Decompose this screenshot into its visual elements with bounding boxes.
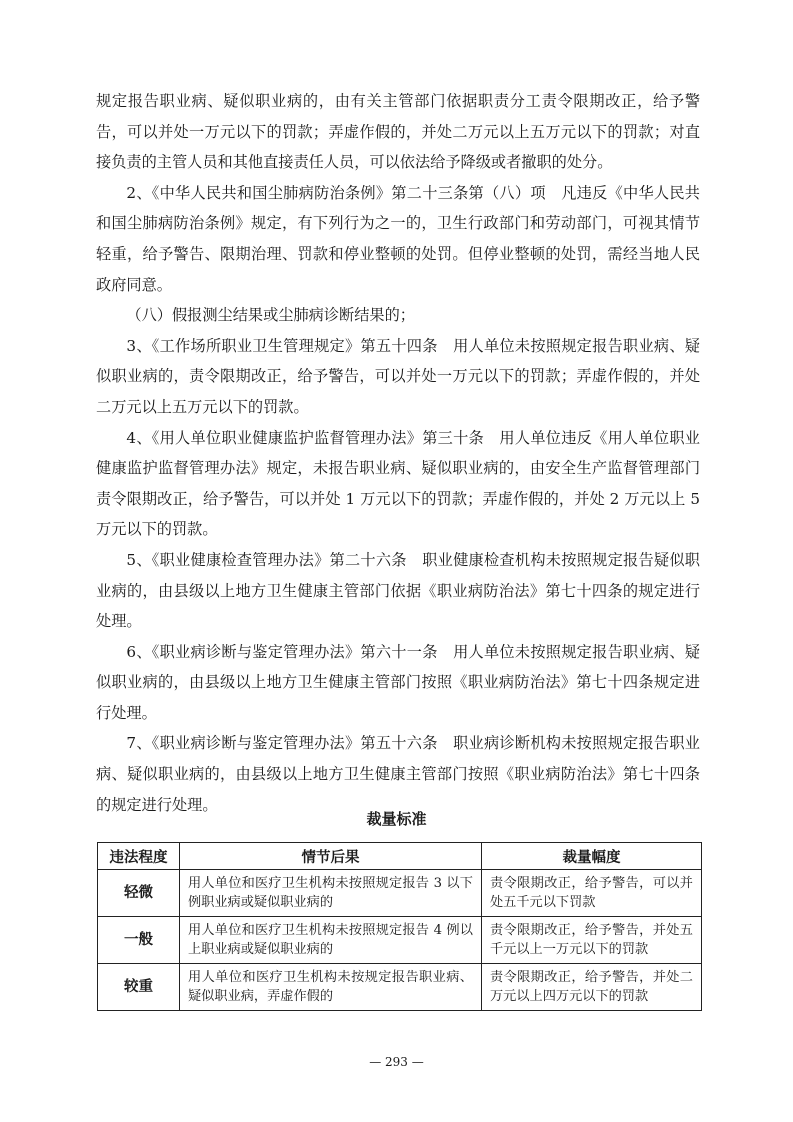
row-penalty: 责令限期改正，给予警告，可以并处五千元以下罚款	[482, 870, 702, 917]
paragraph-item-7: 7、《职业病诊断与鉴定管理办法》第五十六条 职业病诊断机构未按照规定报告职业病、疑似职业病的，由县级以上地方卫生健康主管部门按照《职业病防治法》第七十四条的规定进行处理。	[96, 734, 700, 814]
paragraph-subitem-8: （八）假报测尘结果或尘肺病诊断结果的；	[126, 306, 415, 325]
paragraph-item-4: 4、《用人单位职业健康监护监督管理办法》第三十条 用人单位违反《用人单位职业健康监护监督管理办法》规定，未报告职业病、疑似职业病的，由安全生产监督管理部门责令限期改正，给予警告，可以并处 1 万元以下的罚款；弄虚作假的，并处 2 万元以上 5 万元以下的罚款。	[96, 428, 700, 539]
paragraph-continuation: 规定报告职业病、疑似职业病的，由有关主管部门依据职责分工责令限期改正，给予警告，可以并处一万元以下的罚款；弄虚作假的，并处二万元以上五万元以下的罚款；对直接负责的主管人员和其他直接责任人员，可以依法给予降级或者撤职的处分。	[96, 92, 700, 172]
row-circumstance: 用人单位和医疗卫生机构未按照规定报告 4 例以上职业病或疑似职业病的	[180, 917, 482, 964]
paragraph-item-2: 2、《中华人民共和国尘肺病防治条例》第二十三条第（八）项 凡违反《中华人民共和国尘肺病防治条例》规定，有下列行为之一的，卫生行政部门和劳动部门，可视其情节轻重，给予警告、限期治理、罚款和停业整顿的处罚。但停业整顿的处罚，需经当地人民政府同意。	[96, 183, 700, 294]
page-number: — 293 —	[369, 1055, 424, 1069]
discretion-standard-table	[97, 842, 702, 1011]
paragraph-item-6: 6、《职业病诊断与鉴定管理办法》第六十一条 用人单位未按照规定报告职业病、疑似职业病的，由县级以上地方卫生健康主管部门按照《职业病防治法》第七十四条规定进行处理。	[96, 642, 700, 722]
paragraph-item-5: 5、《职业健康检查管理办法》第二十六条 职业健康检查机构未按照规定报告疑似职业病的，由县级以上地方卫生健康主管部门依据《职业病防治法》第七十四条的规定进行处理。	[96, 550, 700, 631]
row-level: 较重	[98, 964, 180, 1011]
header-violation-degree: 违法程度	[98, 843, 180, 870]
row-penalty: 责令限期改正，给予警告，并处二万元以上四万元以下的罚款	[482, 964, 702, 1011]
table-header-row	[98, 843, 702, 870]
table-title: 裁量标准	[366, 810, 427, 828]
table-row	[98, 870, 702, 917]
row-level: 一般	[98, 917, 180, 964]
row-penalty: 责令限期改正，给予警告，并处五千元以上一万元以下的罚款	[482, 917, 702, 964]
header-circumstance: 情节后果	[180, 843, 482, 870]
header-penalty-range: 裁量幅度	[482, 843, 702, 870]
row-level: 轻微	[98, 870, 180, 917]
paragraph-item-3: 3、《工作场所职业卫生管理规定》第五十四条 用人单位未按照规定报告职业病、疑似职业病的，责令限期改正，给予警告，可以并处一万元以下的罚款；弄虚作假的，并处二万元以上五万元以下的罚款。	[96, 336, 700, 416]
table-row	[98, 917, 702, 964]
row-circumstance: 用人单位和医疗卫生机构未按规定报告职业病、疑似职业病，弄虚作假的	[180, 964, 482, 1011]
row-circumstance: 用人单位和医疗卫生机构未按照规定报告 3 以下例职业病或疑似职业病的	[180, 870, 482, 917]
table-row	[98, 964, 702, 1011]
body-text	[96, 86, 700, 820]
